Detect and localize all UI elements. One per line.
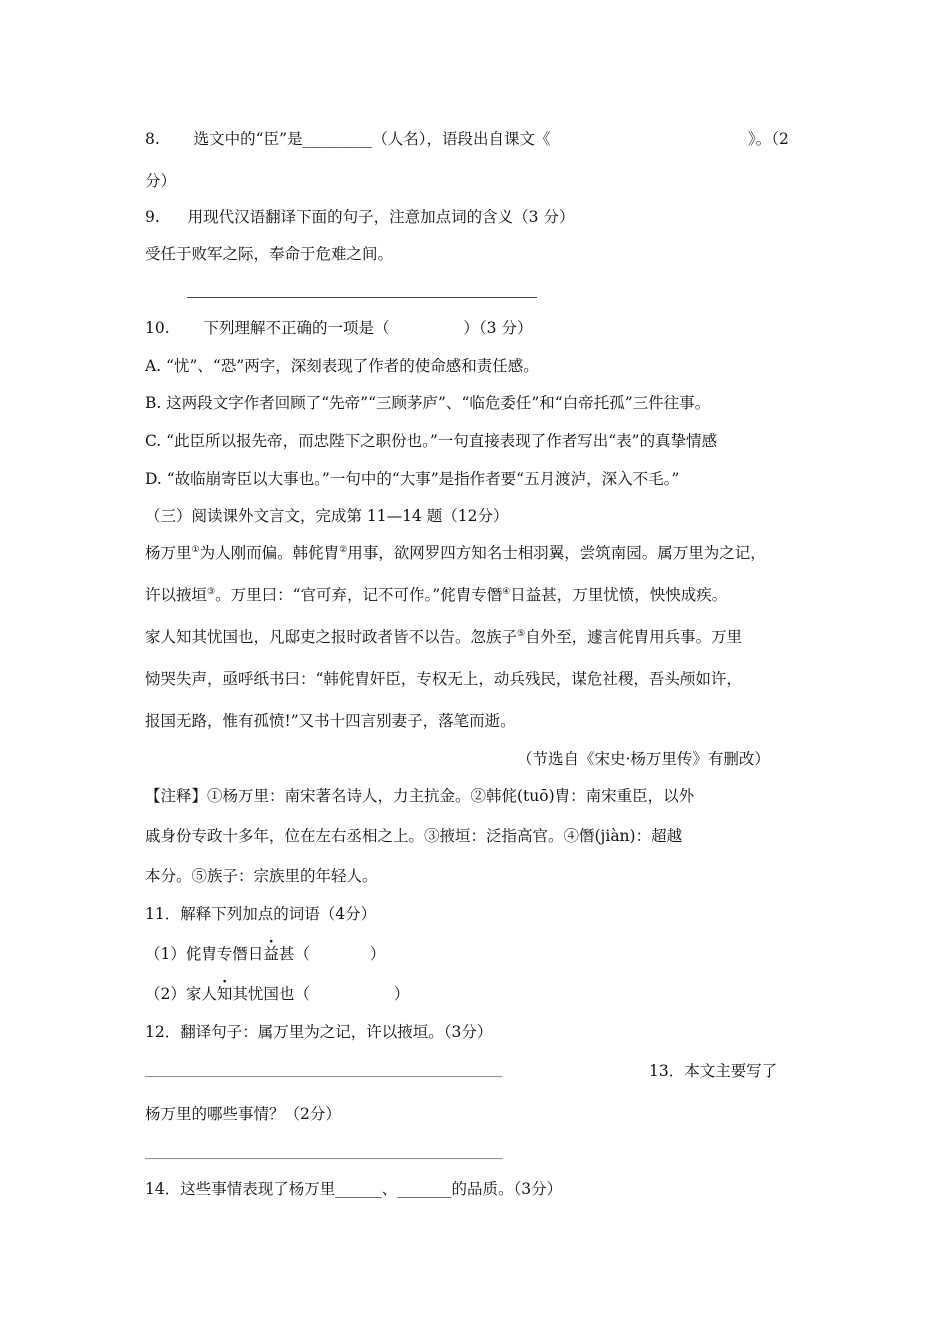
- notes-line-3: 本分。⑤族子：宗族里的年轻人。: [145, 867, 378, 885]
- passage-line-2: [145, 585, 727, 605]
- notes-line-1: 【注释】①杨万里：南宋著名诗人，力主抗金。②韩侂(tuō)胄：南宋重臣，以外: [145, 787, 695, 805]
- q10-line: [145, 318, 532, 338]
- q9-sentence: 受任于败军之际，奉命于危难之间。: [145, 245, 394, 263]
- emphasis-dot-word: 益: [263, 945, 279, 963]
- passage-text: 自外至，遽言侂胄用兵事。万里: [525, 628, 743, 646]
- notes-line-2: 戚身份专政十多年，位在左右丞相之上。③掖垣：泛指高官。④僭(jiàn)：超越: [145, 827, 683, 845]
- q10-number: 10.: [145, 319, 170, 337]
- passage-text: 用事，欲网罗四方知名士相羽翼，尝筑南园。属万里为之记，: [347, 544, 766, 562]
- q9-line: [145, 207, 574, 227]
- q11-item-text: 甚（: [278, 945, 310, 963]
- passage-text: 为人刚而偏。韩侂胄: [199, 544, 340, 562]
- q9-number: 9.: [145, 208, 160, 226]
- q11-item-text: （2）家人: [145, 985, 217, 1003]
- q11-item-text: （1）侂胄专僭日: [145, 945, 264, 963]
- passage-line-3: [145, 627, 742, 647]
- q8-number: 8.: [145, 130, 160, 148]
- passage-text: 。万里曰：“官可弃，记不可作。”侂胄专僭: [215, 586, 503, 604]
- q9-text: 用现代汉语翻译下面的句子，注意加点词的含义（3 分）: [187, 208, 575, 226]
- passage-text: 许以掖垣: [145, 586, 208, 604]
- passage-line-4: 恸哭失声，亟呼纸书曰：“韩侂胄奸臣，专权无上，动兵残民，谋危社稷，吾头颅如许，: [145, 670, 742, 688]
- q14-text: 14．这些事情表现了杨万里______、_______的品质。（3分）: [145, 1180, 563, 1198]
- passage-text: 家人知其忧国也，凡邸吏之报时政者皆不以告。忽族子: [145, 628, 518, 646]
- q10-text: 下列理解不正确的一项是（: [203, 319, 390, 337]
- q12-answer-line[interactable]: _______________________________________________________: [145, 1063, 503, 1078]
- q12-text: 12．翻译句子：属万里为之记，许以掖垣。（3分）: [145, 1023, 493, 1041]
- q11-item-text: 其忧国也（: [232, 985, 310, 1003]
- section3-title: （三）阅读课外文言文，完成第 11—14 题（12分）: [145, 507, 509, 525]
- q10-option-d: D. “故临崩寄臣以大事也。”一句中的“大事”是指作者要“五月渡泸，深入不毛。”: [145, 470, 680, 488]
- q8-text-end: 》。（2: [748, 130, 789, 148]
- q10-text-end: ）（3 分）: [463, 319, 533, 337]
- q13-wrap: 杨万里的哪些事情？（2分）: [145, 1105, 341, 1123]
- q11-item-text: ）: [393, 985, 410, 1003]
- q13-text: 13．本文主要写了: [649, 1062, 778, 1080]
- passage-source: （节选自《宋史·杨万里传》有删改）: [517, 750, 770, 768]
- footnote-marker: ④: [502, 587, 511, 597]
- q8-wrap: 分）: [145, 172, 177, 190]
- q8-text: 选文中的“臣”是_________（人名），语段出自课文《: [193, 130, 551, 148]
- emphasis-dot-word: 知: [216, 985, 233, 1003]
- passage-text: 日益甚，万里忧愤，怏怏成疾。: [510, 586, 728, 604]
- q9-answer-line[interactable]: [187, 297, 537, 298]
- passage-line-1: [145, 543, 766, 563]
- passage-line-5: 报国无路，惟有孤愤!”又书十四言别妻子，落笔而逝。: [145, 712, 516, 730]
- q13-answer-line[interactable]: _______________________________________________________: [145, 1145, 503, 1160]
- q10-option-a: A. “忧”、“恐”两字，深刻表现了作者的使命感和责任感。: [145, 357, 539, 375]
- footnote-marker: ③: [207, 587, 216, 597]
- q11-item-1: [145, 944, 385, 964]
- q10-option-b: B. 这两段文字作者回顾了“先帝”“三顾茅庐”、“临危委任”和“白帝托孤”三件往事。: [145, 394, 711, 412]
- footnote-marker: ②: [339, 545, 348, 555]
- footnote-marker: ⑤: [517, 629, 526, 639]
- q11-item-2: [145, 984, 409, 1004]
- q8-line: [145, 129, 551, 149]
- q11-text: 11．解释下列加点的词语（4分）: [145, 905, 377, 923]
- passage-text: 杨万里: [145, 544, 192, 562]
- q11-item-text: ）: [369, 945, 386, 963]
- footnote-marker: ①: [191, 545, 200, 555]
- q10-option-c: C. “此臣所以报先帝，而忠陛下之职份也。”一句直接表现了作者写出“表”的真挚情感: [145, 432, 718, 450]
